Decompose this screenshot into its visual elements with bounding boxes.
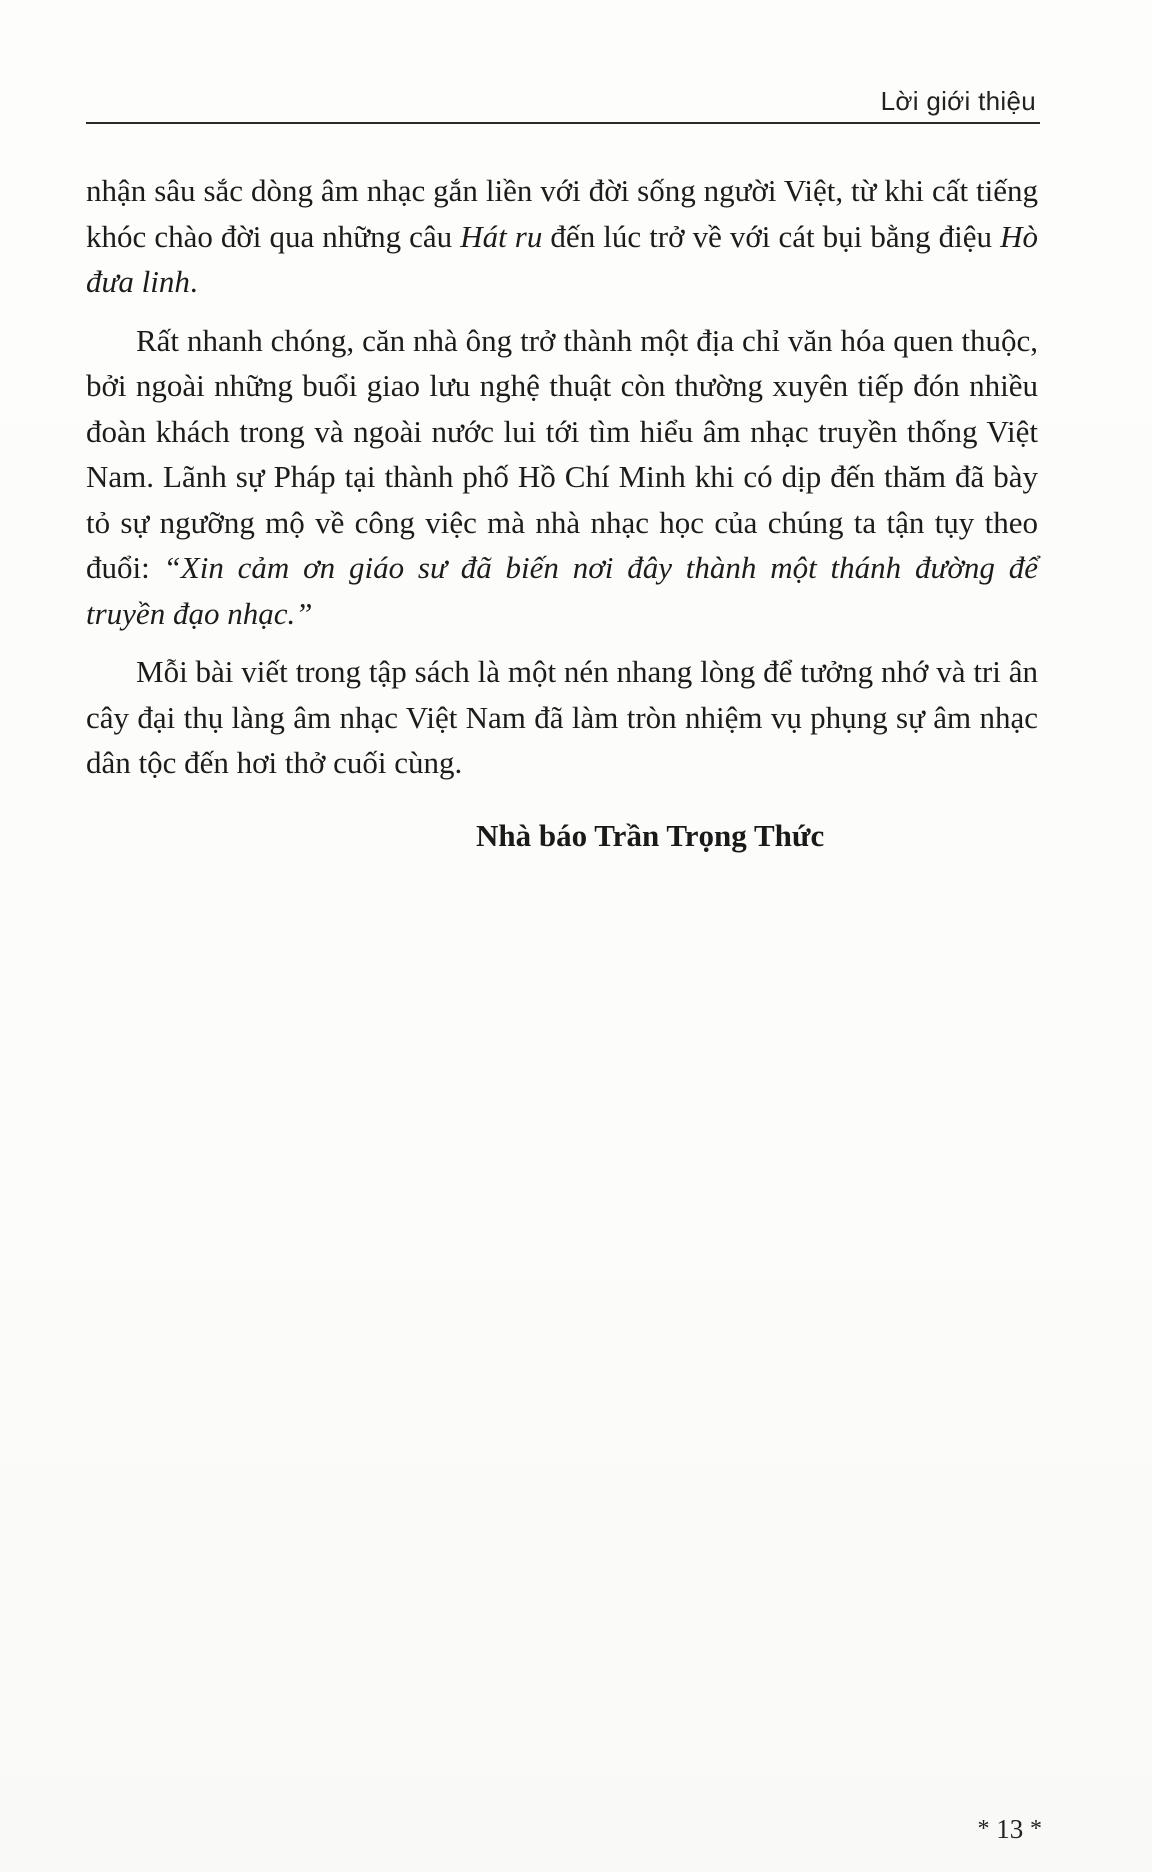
paragraph-1 [86, 168, 1038, 305]
p1-italic-hat-ru: Hát ru [460, 218, 543, 254]
p2-text-1: Rất nhanh chóng, căn nhà ông trở thành một địa chỉ văn hóa quen thuộc, bởi ngoài những buổi giao lưu nghệ thuật còn thường xuyên tiếp đón nhiều đoàn khách trong và ngoài nước lui tới tìm hiểu âm nhạc truyền thống Việt Nam. Lãnh sự Pháp tại thành phố Hồ Chí Minh khi có dịp đến thăm đã bày tỏ sự ngưỡng mộ về công việc mà nhà nhạc học của chúng ta tận tụy theo đuổi: [86, 322, 1038, 585]
p2-italic-quote: “Xin cảm ơn giáo sư đã biến nơi đây thành một thánh đường để truyền đạo nhạc.” [86, 550, 1038, 631]
p1-text-1: nhận sâu sắc dòng âm nhạc gắn liền với đời sống người Việt, từ khi cất tiếng khóc chào đời qua những câu [86, 173, 1038, 254]
p3-text-1: Mỗi bài viết trong tập sách là một nén nhang lòng để tưởng nhớ và tri ân cây đại thụ làng âm nhạc Việt Nam đã làm tròn nhiệm vụ phụng sự âm nhạc dân tộc đến hơi thở cuối cùng. [86, 654, 1038, 780]
page-number [978, 1814, 1043, 1845]
p1-text-3: . [189, 264, 198, 299]
author-signature: Nhà báo Trần Trọng Thức [476, 818, 825, 853]
paragraph-2 [86, 318, 1038, 637]
p1-italic-ho-dua-linh: Hò đưa linh [86, 218, 1038, 299]
paragraph-3 [86, 649, 1038, 786]
p1-text-2: đến lúc trở về với cát bụi bằng điệu [542, 218, 1001, 254]
running-header-title: Lời giới thiệu [880, 86, 1036, 116]
folio-star-right: * [1030, 1816, 1042, 1842]
page-number-value: 13 [996, 1814, 1024, 1844]
header-rule [86, 122, 1040, 124]
body-text [86, 168, 1038, 799]
folio-star-left: * [977, 1816, 990, 1842]
